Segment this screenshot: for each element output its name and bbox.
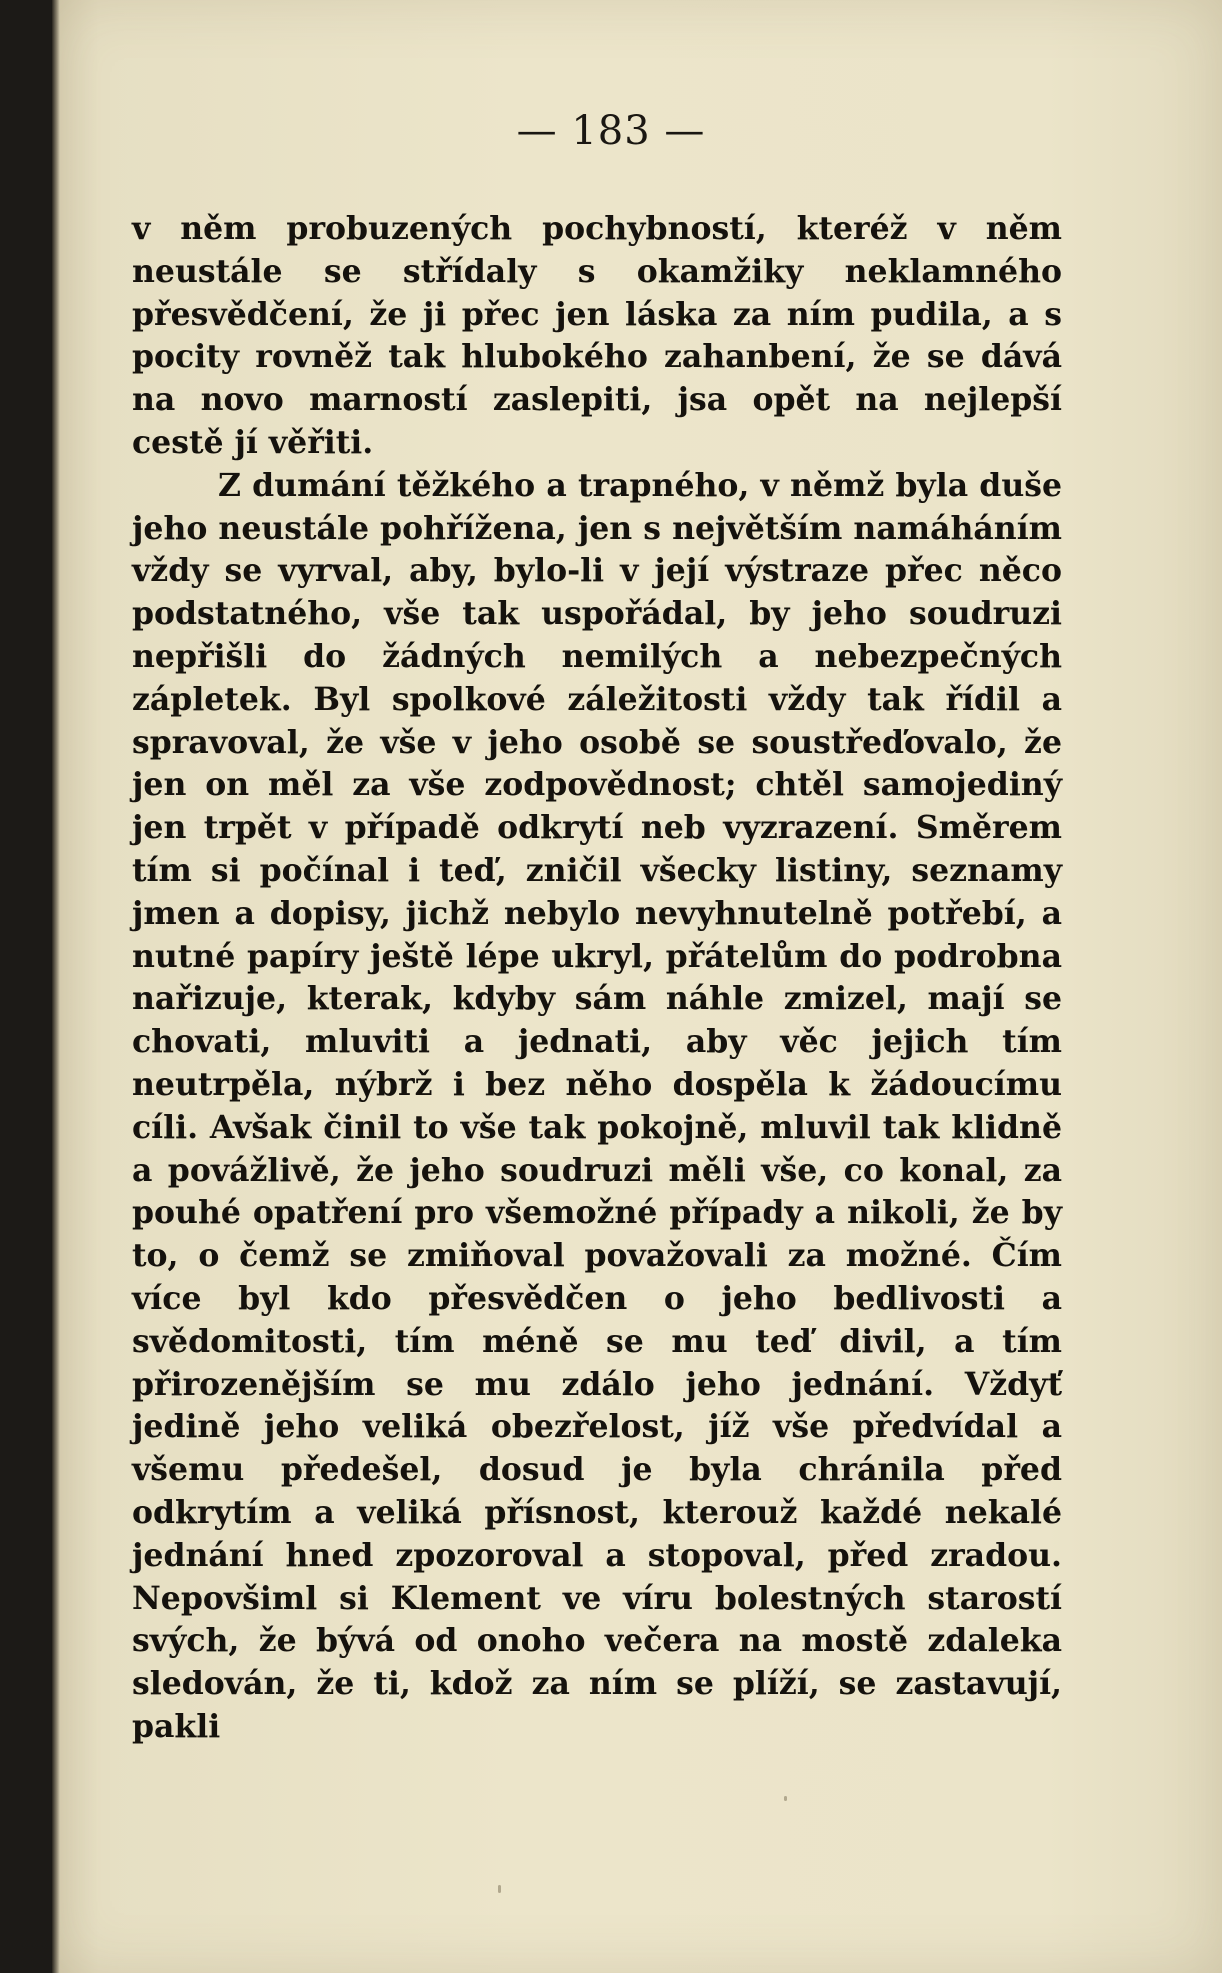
paper-speck [784, 1796, 787, 1801]
paragraph-main: Z dumání těžkého a trapného, v němž byla duše jeho neustále pohřížena, jen s největším namáháním vždy se vyrval, aby, bylo-li v její výstraze přec něco podstatného, vše tak uspořádal, by jeho soudruzi nepřišli do žádných nemilých a nebezpečných zápletek. Byl spolkové záležitosti vždy tak řídil a spravoval, že vše v jeho osobě se soustřeďovalo, že jen on měl za vše zodpovědnost; chtěl samojediný jen trpět v případě odkrytí neb vyzrazení. Směrem tím si počínal i teď, zničil všecky listiny, seznamy jmen a dopisy, jichž nebylo nevyhnutelně potřebí, a nutné papíry ještě lépe ukryl, přátelům do podrobna nařizuje, kterak, kdyby sám náhle zmizel, mají se chovati, mluviti a jednati, aby věc jejich tím neutrpěla, nýbrž i bez něho dospěla k žádoucímu cíli. Avšak činil to vše tak pokojně, mluvil tak klidně a povážlivě, že jeho soudruzi měli vše, co konal, za pouhé opatření pro všemožné případy a nikoli, že by to, o čemž se zmiňoval považovali za možné. Čím více byl kdo přesvědčen o jeho bedlivosti a svědomitosti, tím méně se mu teď divil, a tím přirozenějším se mu zdálo jeho jednání. Vždyť jedině jeho veliká obezřelost, jíž vše předvídal a všemu předešel, dosud je byla chránila před odkrytím a veliká přísnost, kterouž každé nekalé jednání hned zpozoroval a stopoval, před zradou. Nepovšiml si Klement ve víru bolestných starostí svých, že bývá od onoho večera na mostě zdaleka sledován, že ti, kdož za ním se plíží, se zastavují, pakli [132, 466, 1062, 1745]
paragraph-continuation: v něm probuzených pochybností, kteréž v něm neustále se střídaly s okamžiky neklamného přesvědčení, že ji přec jen láska za ním pudila, a s pocity rovněž tak hlubokého zahanbení, že se dává na novo marností zaslepiti, jsa opět na nejlepší cestě jí věřiti. [132, 210, 1062, 461]
paper-speck [498, 1885, 501, 1893]
page-number: — 183 — [516, 108, 706, 154]
page-binding-edge [52, 0, 60, 1973]
page-body-text [132, 208, 1062, 1749]
